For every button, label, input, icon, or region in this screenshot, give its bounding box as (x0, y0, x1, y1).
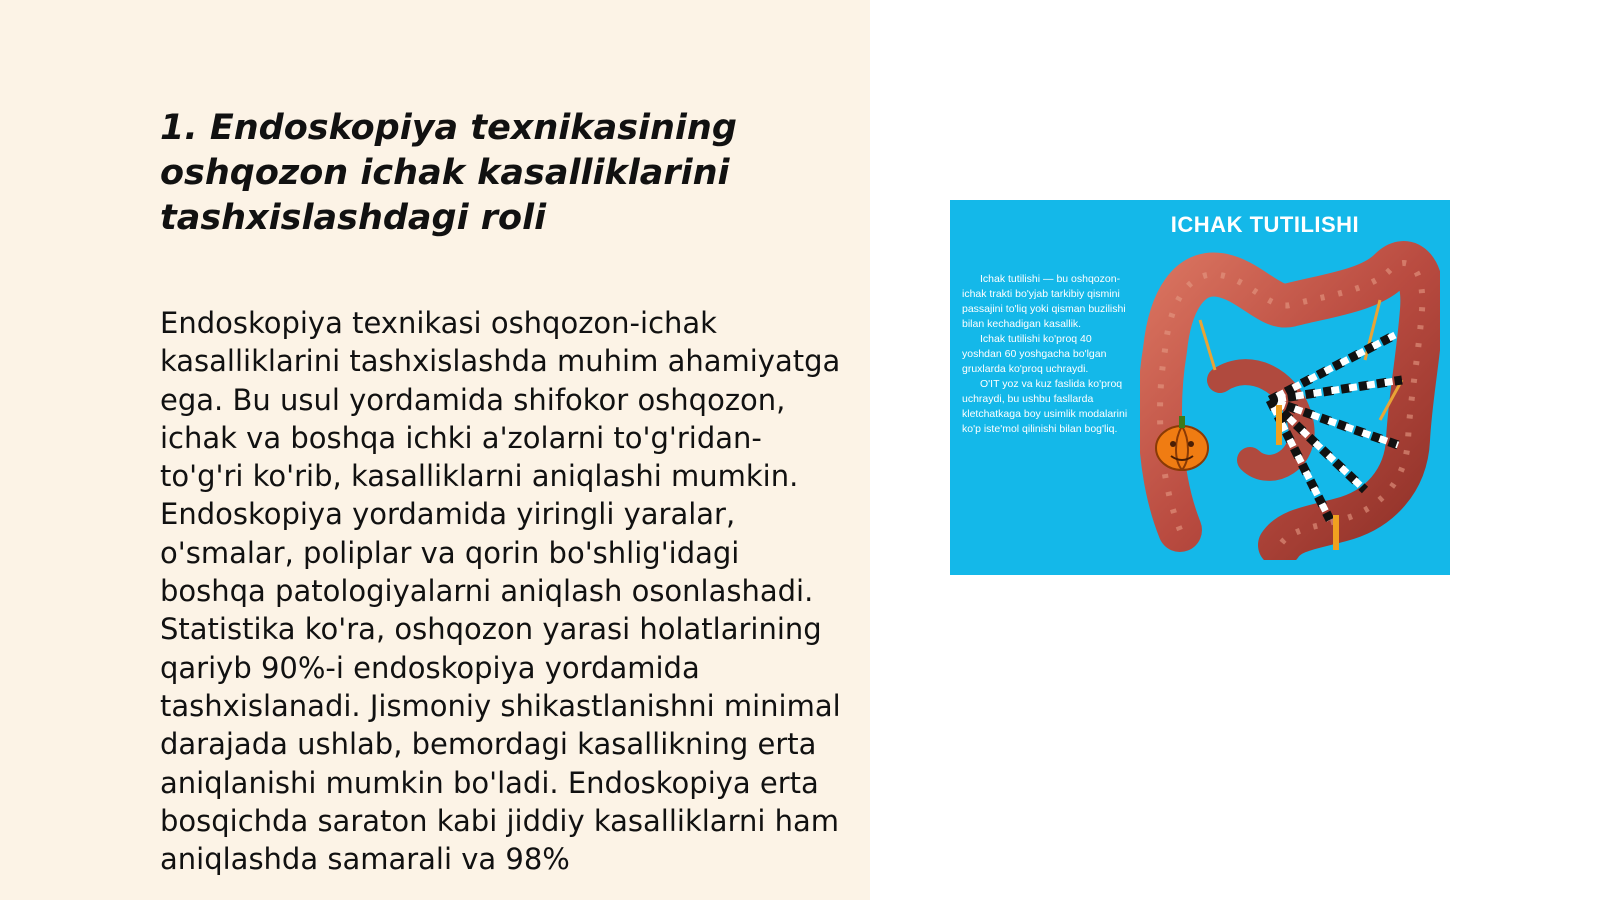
slide-title: 1. Endoskopiya texnikasining oshqozon ichak kasalliklarini tashxislashdagi roli (160, 108, 737, 238)
slide-body-text: Endoskopiya texnikasi oshqozon-ichak kasalliklarini tashxislashda muhim ahamiyatga ega. Bu usul yordamida shifokor oshqozon, ichak va boshqa ichki a'zolarni to'g'ridan-to'g'ri ko'rib, kasalliklarni aniqlashi mumkin. Endoskopiya yordamida yiringli yaralar, o'smalar, poliplar va qorin bo'shlig'idagi boshqa patologiyalarni aniqlash osonlashadi. Statistika ko'ra, oshqozon yarasi holatlarining qariyb 90%-i endoskopiya yordamida tashxislanadi. Jismoniy shikastlanishni minimal darajada ushlab, bemordagi kasallikning erta aniqlanishi mumkin bo'ladi. Endoskopiya erta bosqichda saraton kabi jiddiy kasalliklarni ham aniqlashda samarali va 98% (160, 306, 841, 877)
illustration-paragraph: Ichak tutilishi ko'proq 40 yoshdan 60 yoshgacha bo'lgan gruxlarda ko'proq uchraydi. (962, 333, 1107, 375)
illustration-title: ICHAK TUTILISHI (1170, 212, 1360, 237)
illustration-paragraph: Ichak tutilishi — bu oshqozon-ichak trakti bo'yjab tarkibiy qismini passajini to'liq yoki qisman buzilishi bilan kechadigan kasallik. (962, 273, 1126, 330)
illustration-paragraph: O'IT yoz va kuz faslida ko'proq uchraydi, bu ushbu fasllarda kletchatkaga boy usimlik modalarini ko'p iste'mol qilinishi bilan bog'liq. (962, 378, 1128, 435)
illustration-text (962, 272, 1132, 437)
intestine-icon (1140, 230, 1440, 560)
intestinal-obstruction-illustration (950, 200, 1450, 575)
